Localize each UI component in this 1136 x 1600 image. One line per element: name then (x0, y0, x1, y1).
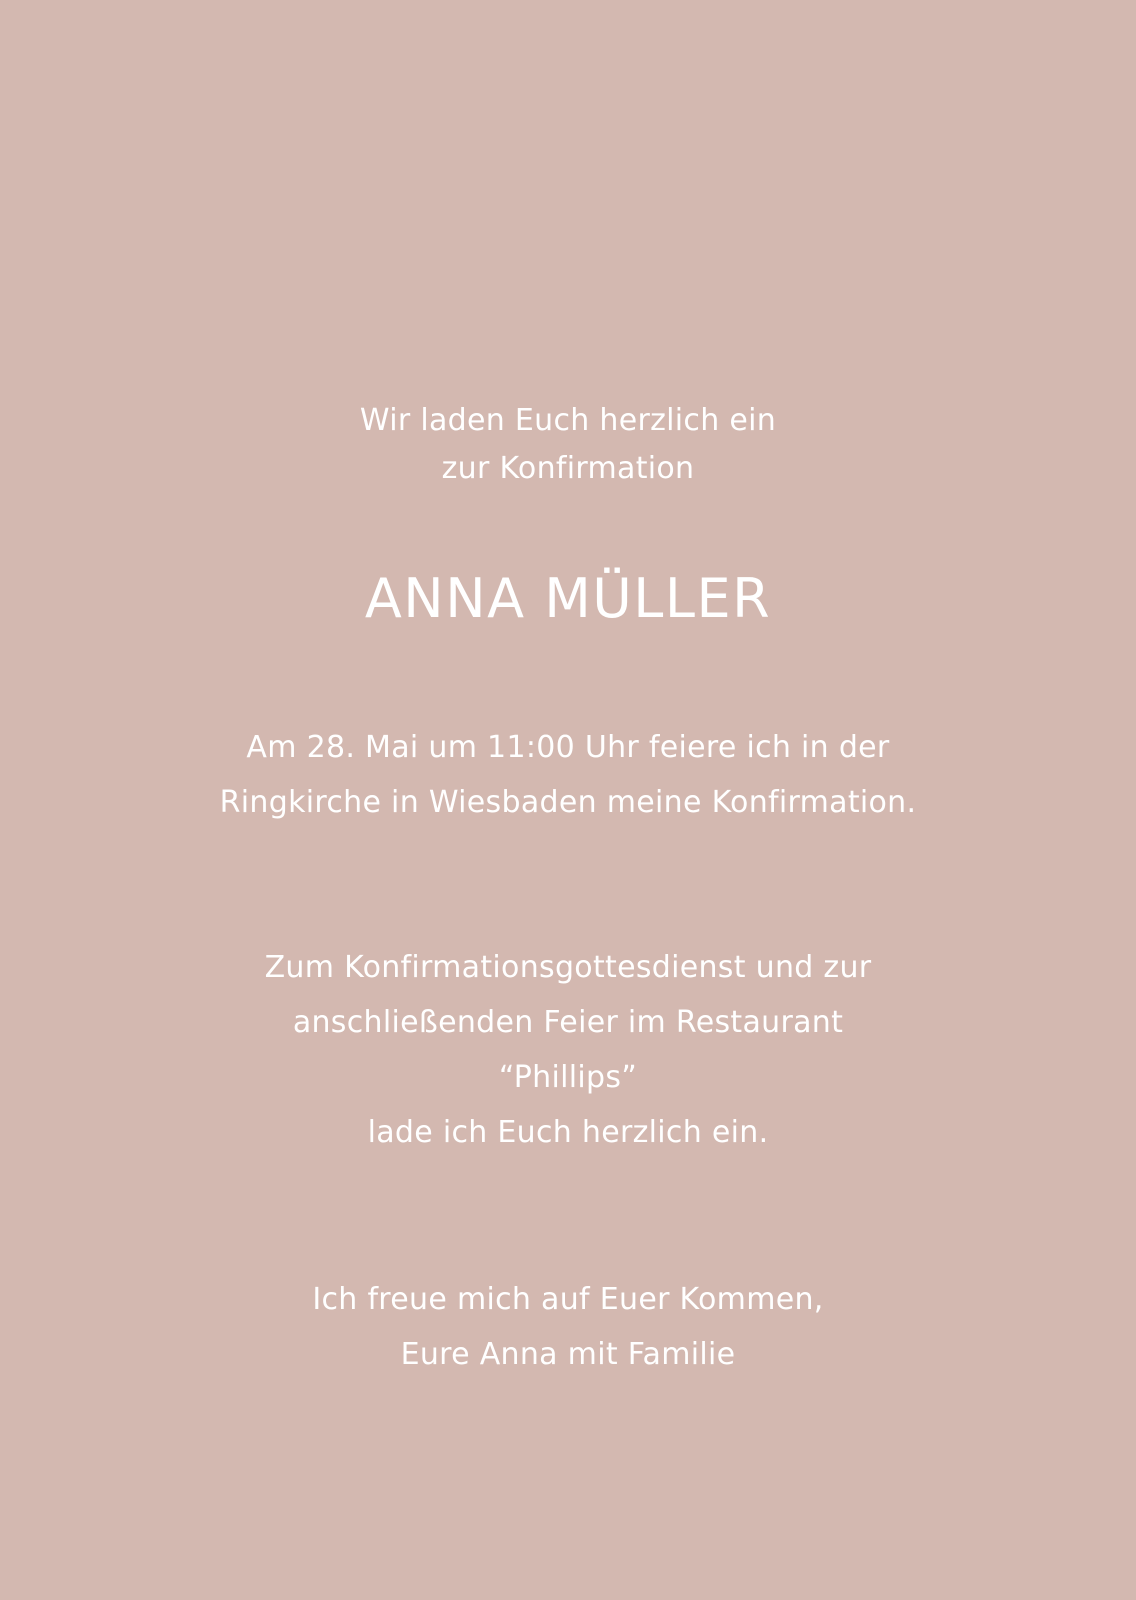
closing-line-1: Ich freue mich auf Euer Kommen, (312, 1282, 824, 1317)
details-line-2: Ringkirche in Wiesbaden meine Konfirmation. (219, 785, 917, 820)
intro-line-1: Wir laden Euch herzlich ein (359, 403, 777, 438)
celebration-line-1: Zum Konfirmationsgottesdienst und zur (264, 950, 872, 985)
celebration-line-4: lade ich Euch herzlich ein. (367, 1115, 769, 1150)
closing-signature: Eure Anna mit Familie (400, 1337, 736, 1372)
details-line-1: Am 28. Mai um 11:00 Uhr feiere ich in der (246, 730, 890, 765)
restaurant-name: “Phillips” (498, 1060, 638, 1095)
confirmand-name: ANNA MÜLLER (364, 567, 772, 630)
celebration-line-2: anschließenden Feier im Restaurant (292, 1005, 844, 1040)
intro-line-2: zur Konfirmation (441, 451, 695, 486)
